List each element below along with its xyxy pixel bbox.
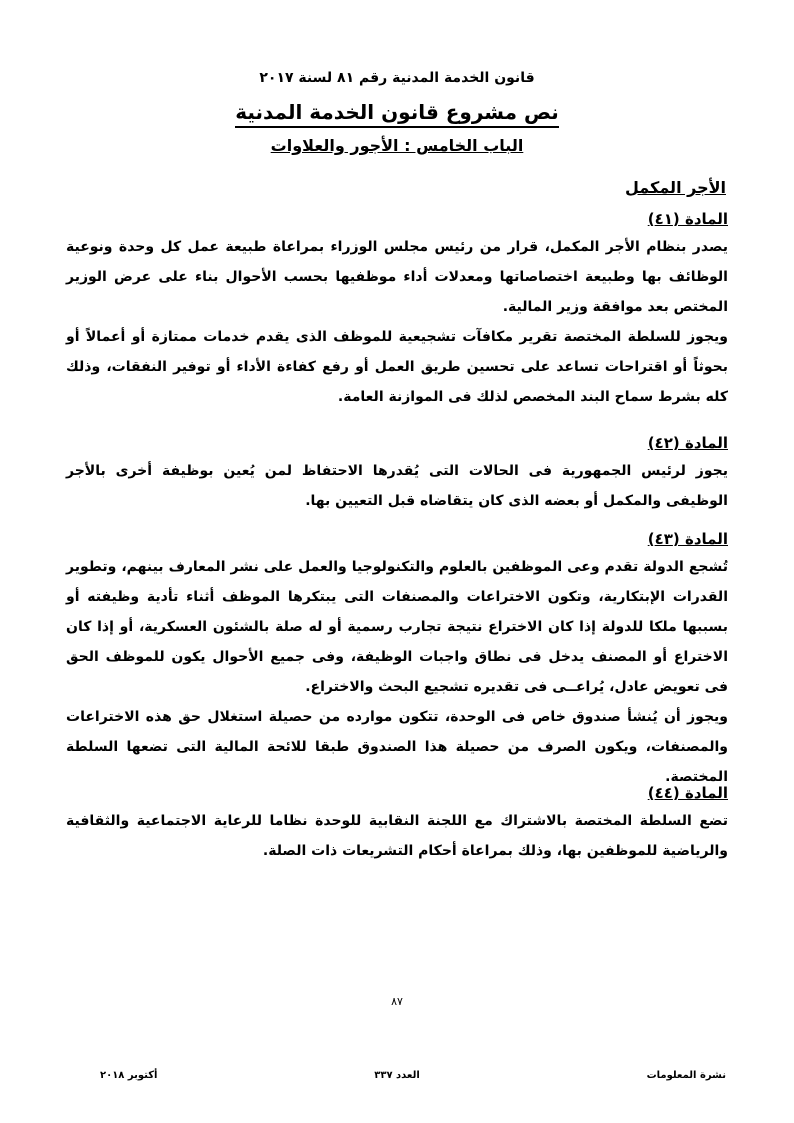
article-paragraph: تُشجع الدولة تقدم وعى الموظفين بالعلوم والتكنولوجيا والعمل على نشر المعارف بينهم، وتطوير القدرات الإبتكارية، وتكون الاختراعات والمصنفات التى يبتكرها الموظف أثناء تأدية وظيفته أو بسببها ملكا للدولة إذا كان الاختراع نتيجة تجارب رسمية أو له صلة بالشئون العسكرية، أو إذا كان الاختراع أو المصنف يدخل فى نطاق واجبات الوظيفة، وفى جميع الأحوال يكون للموظف الحق فى تعويض عادل، يُراعــى فى تقديره تشجيع البحث والاختراع.	[66, 559, 728, 695]
article-paragraph: ويجوز أن يُنشأ صندوق خاص فى الوحدة، تتكون موارده من حصيلة استغلال حق هذه الاختراعات والمصنفات، ويكون الصرف من حصيلة هذا الصندوق طبقا للائحة المالية التى تضعها السلطة المختصة.	[66, 709, 728, 785]
footer-publication: نشرة المعلومات	[646, 1070, 726, 1081]
chapter-title: الباب الخامس : الأجور والعلاوات	[270, 136, 524, 155]
article-43	[66, 526, 728, 792]
article-heading: المادة (٤٢)	[647, 434, 728, 452]
article-heading: المادة (٤١)	[647, 210, 728, 228]
article-44	[66, 780, 728, 866]
article-heading: المادة (٤٣)	[647, 530, 728, 548]
main-title	[0, 100, 794, 124]
law-title: قانون الخدمة المدنية رقم ٨١ لسنة ٢٠١٧	[259, 70, 535, 86]
main-title-text: نص مشروع قانون الخدمة المدنية	[235, 100, 559, 128]
footer-date: أكتوبر ٢٠١٨	[100, 1070, 158, 1081]
article-paragraph: يجوز لرئيس الجمهورية فى الحالات التى يُقدرها الاحتفاظ لمن يُعين بوظيفة أخرى بالأجر الوظيفى والمكمل أو بعضه الذى كان يتقاضاه قبل التعيين بها.	[66, 463, 728, 509]
article-41	[66, 206, 728, 412]
article-42	[66, 430, 728, 516]
article-paragraph: يصدر بنظام الأجر المكمل، قرار من رئيس مجلس الوزراء بمراعاة طبيعة عمل كل وحدة ونوعية الوظائف بها وطبيعة اختصاصاتها ومعدلات أداء موظفيها بحسب الأحوال بناء على عرض الوزير المختص بعد موافقة وزير المالية.	[66, 239, 728, 315]
article-heading: المادة (٤٤)	[647, 784, 728, 802]
section-title: الأجر المكمل	[625, 178, 726, 197]
footer-issue: العدد ٣٣٧	[374, 1070, 420, 1081]
article-paragraph: ويجوز للسلطة المختصة تقرير مكافآت تشجيعية للموظف الذى يقدم خدمات ممتازة أو أعمالاً أو بحوثاً أو اقتراحات تساعد على تحسين طريق العمل أو رفع كفاءة الأداء أو توفير النفقات، وذلك كله بشرط سماح البند المخصص لذلك فى الموازنة العامة.	[66, 329, 728, 405]
article-paragraph: تضع السلطة المختصة بالاشتراك مع اللجنة النقابية للوحدة نظاما للرعاية الاجتماعية والثقافية والرياضية للموظفين بها، وذلك بمراعاة أحكام التشريعات ذات الصلة.	[66, 813, 728, 859]
page-number: ٨٧	[391, 995, 403, 1008]
